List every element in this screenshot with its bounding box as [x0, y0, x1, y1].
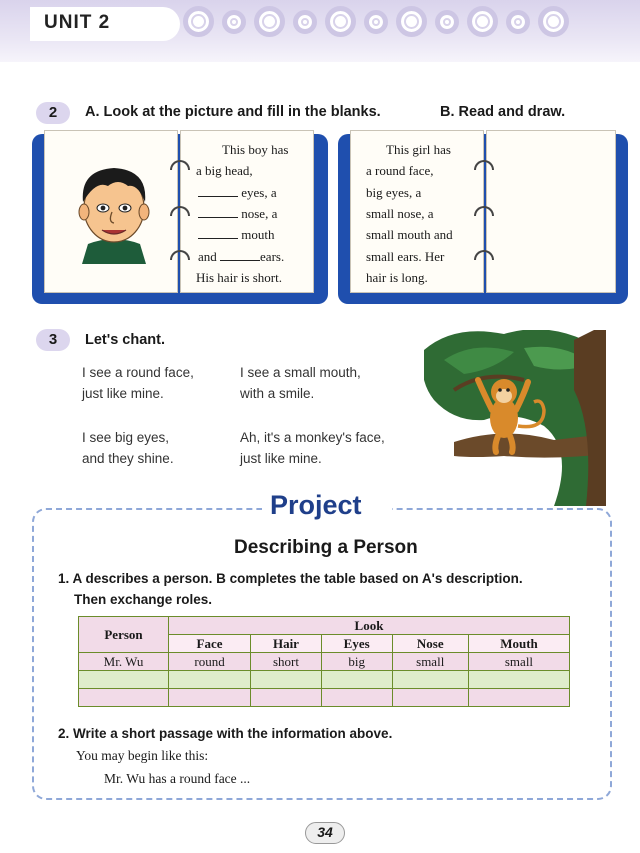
book-a-line: nose, a	[241, 206, 278, 221]
table-row	[79, 671, 570, 689]
boy-face-illustration	[72, 160, 156, 264]
chant-line: I see a small mouth,	[240, 365, 361, 380]
table-header-nose: Nose	[392, 635, 468, 653]
circle-ornament	[467, 6, 498, 37]
book-b-line: small mouth and	[366, 227, 453, 242]
chant-verse-1	[82, 362, 194, 404]
page-number: 34	[305, 822, 345, 844]
blank-line[interactable]	[198, 238, 238, 239]
instruction-1-continued: Then exchange roles.	[74, 592, 213, 607]
book-a-line: His hair is short.	[196, 270, 282, 285]
circle-ornament	[293, 10, 317, 34]
table-cell: Mr. Wu	[79, 653, 169, 671]
book-b-line: This girl has	[386, 142, 451, 157]
book-b-line: hair is long.	[366, 270, 428, 285]
table-header-face: Face	[169, 635, 251, 653]
table-cell-empty[interactable]	[169, 689, 251, 707]
table-cell: small	[468, 653, 569, 671]
project-title: Project	[270, 490, 362, 520]
table-cell: small	[392, 653, 468, 671]
section-2-badge: 2	[36, 102, 70, 124]
table-cell-empty[interactable]	[169, 671, 251, 689]
chant-line: with a smile.	[240, 386, 315, 401]
table-cell-empty[interactable]	[321, 671, 392, 689]
circle-ornament	[222, 10, 246, 34]
book-b-line: big eyes, a	[366, 185, 422, 200]
table-cell-empty[interactable]	[251, 671, 322, 689]
circle-ornament	[364, 10, 388, 34]
chant-line: just like mine.	[82, 386, 164, 401]
monkey-tree-illustration	[424, 330, 606, 506]
unit-title: UNIT 2	[44, 12, 111, 33]
header-decoration	[183, 6, 569, 37]
table-row	[79, 653, 570, 671]
table-header-person: Person	[79, 617, 169, 653]
blank-line[interactable]	[198, 217, 238, 218]
section-2-heading-a: A. Look at the picture and fill in the blanks.	[85, 104, 381, 120]
table-cell-empty[interactable]	[468, 671, 569, 689]
circle-ornament	[538, 6, 569, 37]
chant-line: Ah, it's a monkey's face,	[240, 430, 385, 445]
project-subtitle: Describing a Person	[234, 537, 418, 558]
table-cell: short	[251, 653, 322, 671]
chant-line: I see a round face,	[82, 365, 194, 380]
book-a-line: This boy has	[222, 142, 289, 157]
blank-line[interactable]	[220, 260, 260, 261]
chant-line: and they shine.	[82, 451, 174, 466]
table-cell-empty[interactable]	[392, 671, 468, 689]
hint-text: You may begin like this:	[76, 748, 209, 763]
circle-ornament	[396, 6, 427, 37]
book-a-line: mouth	[241, 227, 275, 242]
circle-ornament	[325, 6, 356, 37]
chant-line: just like mine.	[240, 451, 322, 466]
book-b-line: a round face,	[366, 163, 434, 178]
table-cell-empty[interactable]	[392, 689, 468, 707]
book-a-line: ears.	[260, 249, 285, 264]
table-cell: big	[321, 653, 392, 671]
table-header-mouth: Mouth	[468, 635, 569, 653]
chant-line: I see big eyes,	[82, 430, 170, 445]
table-header-hair: Hair	[251, 635, 322, 653]
book-a-line: a big head,	[196, 163, 253, 178]
circle-ornament	[254, 6, 285, 37]
book-b-line: small ears. Her	[366, 249, 445, 264]
table-cell-empty[interactable]	[79, 689, 169, 707]
table-cell-empty[interactable]	[321, 689, 392, 707]
example-text: Mr. Wu has a round face ...	[104, 771, 251, 786]
table-header-eyes: Eyes	[321, 635, 392, 653]
section-2-heading-b: B. Read and draw.	[440, 104, 566, 120]
table-header-look: Look	[169, 617, 570, 635]
section-3-heading: Let's chant.	[85, 332, 165, 348]
chant-verse-4	[240, 427, 385, 469]
chant-verse-3	[82, 427, 174, 469]
look-table	[78, 616, 570, 707]
table-row	[79, 689, 570, 707]
book-b-drawing-area[interactable]	[486, 130, 616, 293]
instruction-1: 1. A describes a person. B completes the table based on A's description.	[58, 571, 523, 586]
chant-verse-2	[240, 362, 361, 404]
table-cell-empty[interactable]	[251, 689, 322, 707]
book-b-line: small nose, a	[366, 206, 434, 221]
table-cell: round	[169, 653, 251, 671]
circle-ornament	[183, 6, 214, 37]
section-3-badge: 3	[36, 329, 70, 351]
table-cell-empty[interactable]	[79, 671, 169, 689]
book-a-line: eyes, a	[241, 185, 277, 200]
book-a-line: and	[198, 249, 217, 264]
circle-ornament	[506, 10, 530, 34]
blank-line[interactable]	[198, 196, 238, 197]
instruction-2: 2. Write a short passage with the information above.	[58, 726, 393, 741]
circle-ornament	[435, 10, 459, 34]
table-cell-empty[interactable]	[468, 689, 569, 707]
